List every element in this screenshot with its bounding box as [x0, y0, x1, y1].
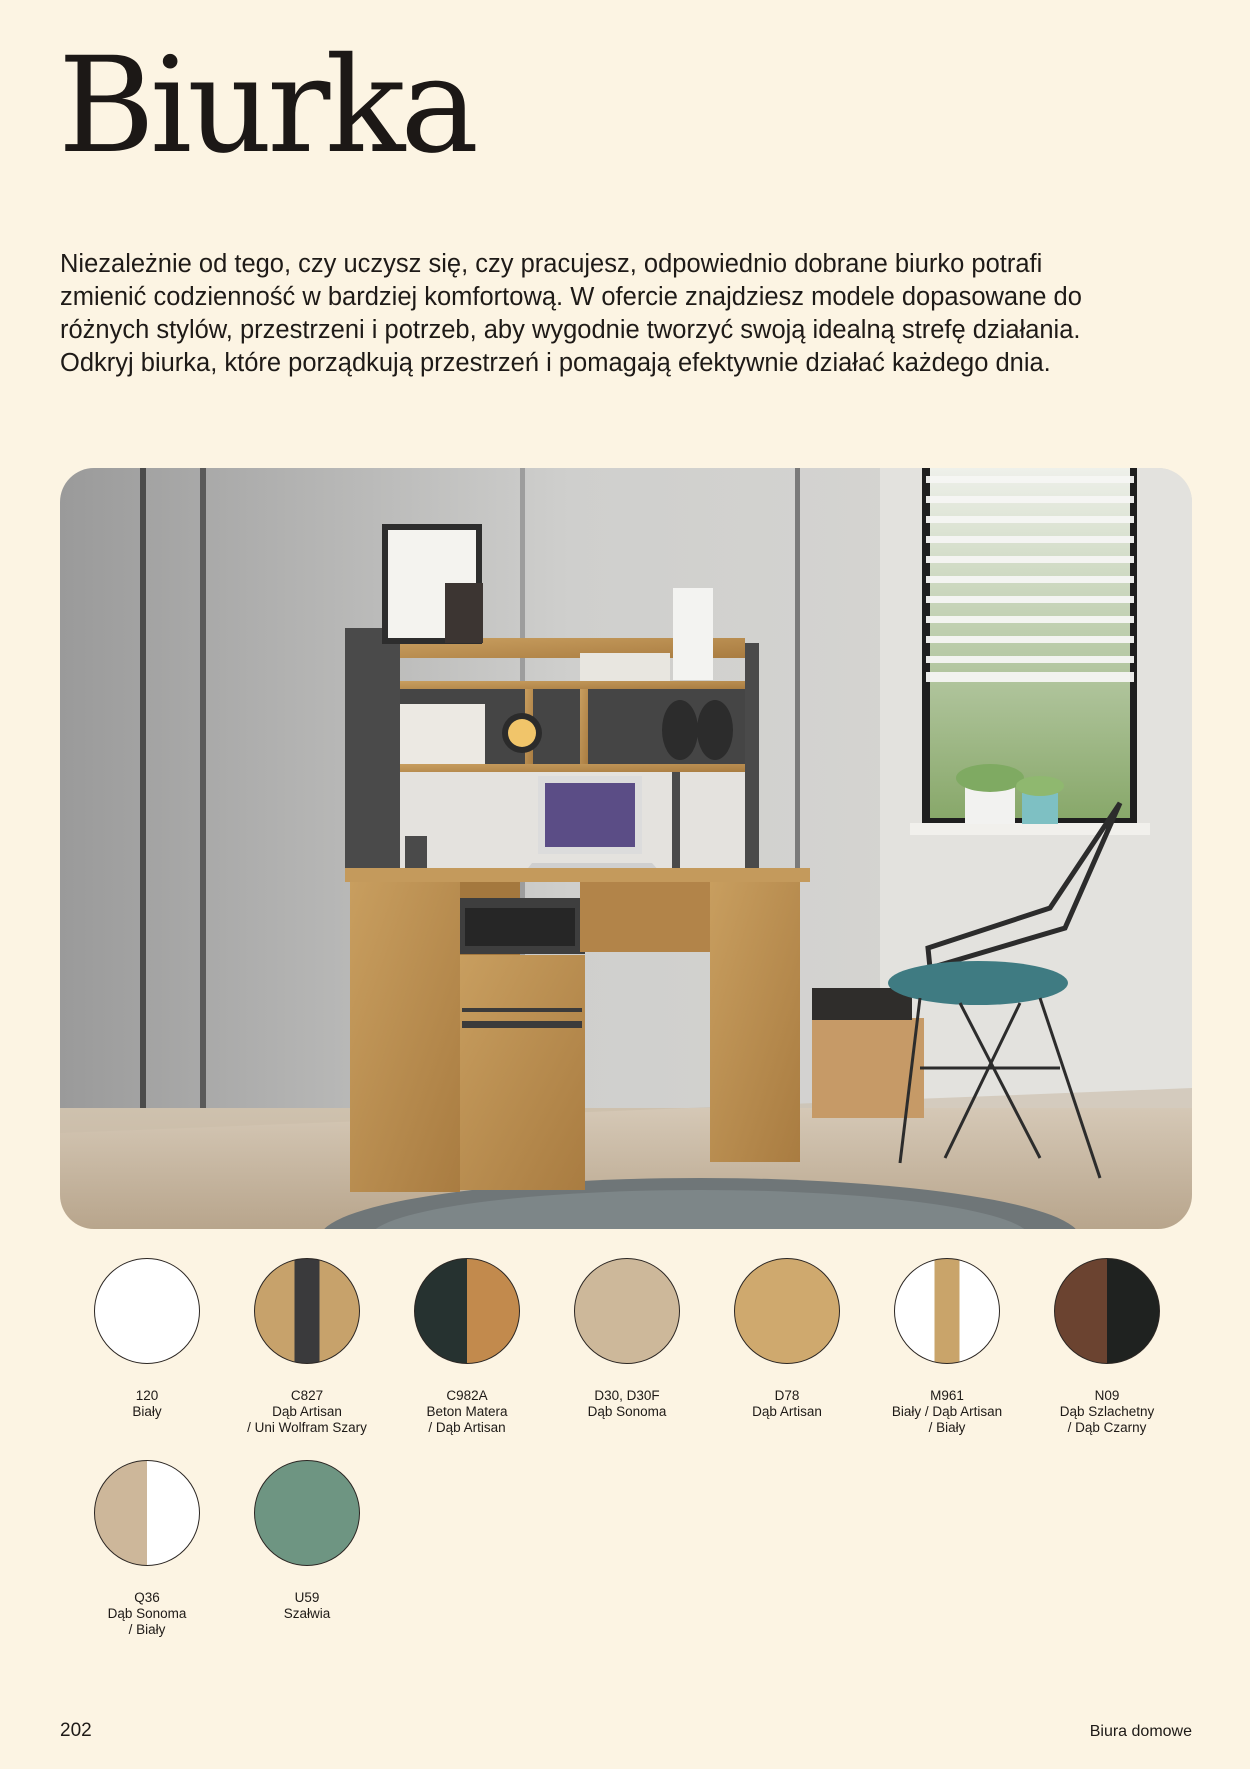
- color-swatch: [386, 1258, 548, 1436]
- swatch-circle: [894, 1258, 1000, 1364]
- swatch-line2: / Dąb Artisan: [428, 1420, 506, 1435]
- swatch-label: [546, 1388, 708, 1420]
- swatch-label: [66, 1388, 228, 1420]
- swatch-line2: / Uni Wolfram Szary: [247, 1420, 367, 1435]
- swatch-circle: [94, 1258, 200, 1364]
- swatch-line2: / Dąb Czarny: [1067, 1420, 1147, 1435]
- color-swatch: [546, 1258, 708, 1420]
- intro-line: Niezależnie od tego, czy uczysz się, czy pracujesz, odpowiednio dobrane biurko potrafi: [60, 250, 1043, 278]
- swatch-code: Q36: [134, 1590, 160, 1605]
- intro-paragraph: [60, 248, 1210, 380]
- swatch-line1: Szałwia: [283, 1606, 331, 1621]
- swatch-code: D30, D30F: [594, 1388, 660, 1403]
- swatch-circle: [414, 1258, 520, 1364]
- swatch-label: [66, 1590, 228, 1638]
- swatch-circle: [254, 1258, 360, 1364]
- swatch-line1: Dąb Szlachetny: [1059, 1404, 1155, 1419]
- swatch-line1: Dąb Sonoma: [107, 1606, 187, 1621]
- swatch-circle: [574, 1258, 680, 1364]
- swatch-label: [1026, 1388, 1188, 1436]
- color-swatch: [66, 1460, 228, 1638]
- swatch-code: N09: [1094, 1388, 1120, 1403]
- swatch-code: D78: [774, 1388, 800, 1403]
- swatch-code: C982A: [446, 1388, 488, 1403]
- swatch-circle: [734, 1258, 840, 1364]
- swatch-line1: Biały: [132, 1404, 162, 1419]
- color-swatch: [66, 1258, 228, 1420]
- swatch-label: [706, 1388, 868, 1420]
- color-swatch: [1026, 1258, 1188, 1436]
- swatch-label: [386, 1388, 548, 1436]
- swatch-line1: Dąb Artisan: [752, 1404, 822, 1419]
- swatch-label: [226, 1590, 388, 1622]
- page-title: Biurka: [58, 29, 475, 183]
- swatch-code: U59: [294, 1590, 320, 1605]
- swatch-label: [226, 1388, 388, 1436]
- swatch-line1: Biały / Dąb Artisan: [891, 1404, 1003, 1419]
- intro-line: różnych stylów, przestrzeni i potrzeb, aby wygodnie tworzyć swoją idealną strefę działania.: [60, 316, 1081, 344]
- swatch-circle: [94, 1460, 200, 1566]
- swatch-circle: [1054, 1258, 1160, 1364]
- color-swatch: [866, 1258, 1028, 1436]
- swatch-line2: / Biały: [928, 1420, 966, 1435]
- swatch-circle: [254, 1460, 360, 1566]
- swatch-label: [866, 1388, 1028, 1436]
- page-number: 202: [60, 1720, 92, 1741]
- desk-photo: [60, 468, 1192, 1229]
- swatch-line1: Dąb Artisan: [272, 1404, 342, 1419]
- swatch-code: M961: [930, 1388, 964, 1403]
- swatch-line1: Beton Matera: [426, 1404, 508, 1419]
- section-name: Biura domowe: [1089, 1723, 1192, 1740]
- swatch-line2: / Biały: [128, 1622, 166, 1637]
- color-swatch: [226, 1460, 388, 1622]
- swatch-code: 120: [135, 1388, 159, 1403]
- swatch-code: C827: [290, 1388, 324, 1403]
- intro-line: Odkryj biurka, które porządkują przestrzeń i pomagają efektywnie działać każdego dnia.: [60, 349, 1051, 377]
- color-swatch: [706, 1258, 868, 1420]
- intro-line: zmienić codzienność w bardziej komfortową. W ofercie znajdziesz modele dopasowane do: [60, 283, 1082, 311]
- color-swatch: [226, 1258, 388, 1436]
- swatch-line1: Dąb Sonoma: [587, 1404, 667, 1419]
